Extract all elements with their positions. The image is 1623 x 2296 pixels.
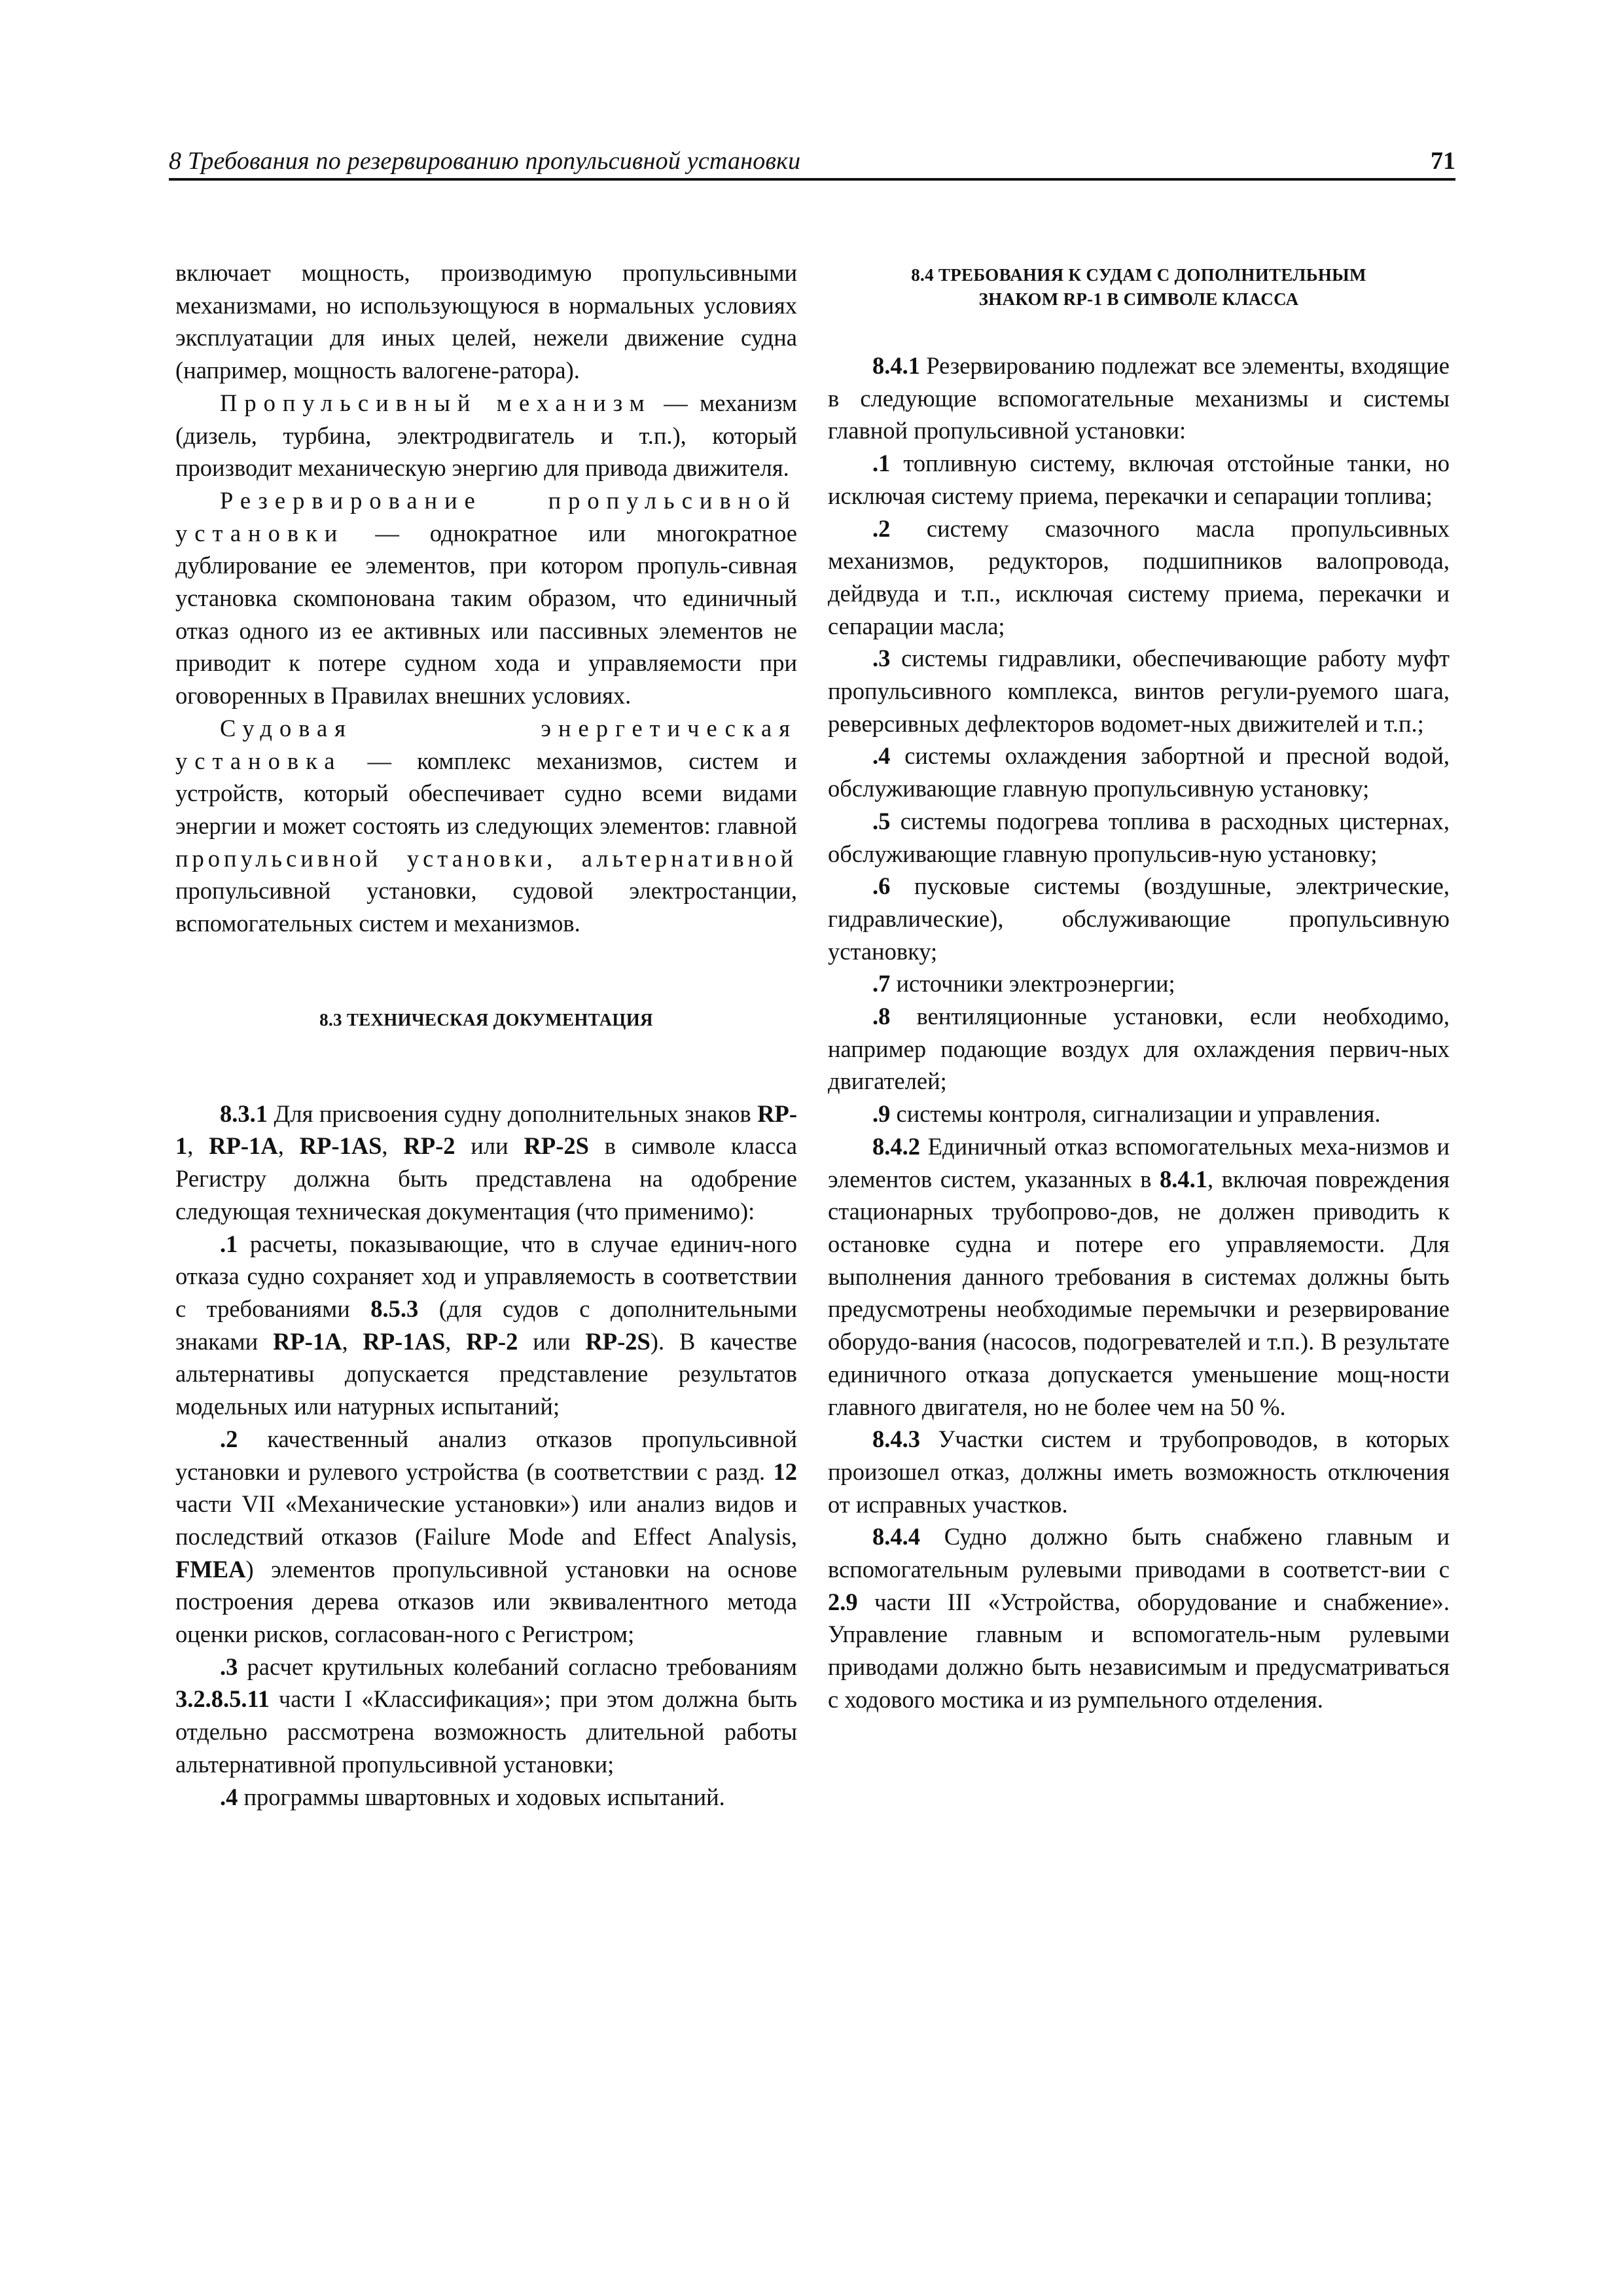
list-item: .5 системы подогрева топлива в расходных цистернах, обслуживающие главную пропульсив-ную установку; xyxy=(828,807,1450,867)
list-item-4: .4 программы швартовных и ходовых испытаний. xyxy=(220,1783,725,1810)
left-column xyxy=(175,257,797,1813)
page-number: 71 xyxy=(1431,147,1455,175)
section-heading-8-4: 8.4 ТРЕБОВАНИЯ К СУДАМ С ДОПОЛНИТЕЛЬНЫМ ЗНАКОМ RP-1 В СИМВОЛЕ КЛАССА xyxy=(911,265,1366,309)
definition-power-plant: Судовая энергетическая установка — комплекс механизмов, систем и устройств, который обеспечивает судно всеми видами энергии и может состоять из следующих элементов: главной пропульсивной установки, альтернативной пропульсивной установки, судовой электростанции, вспомогательных систем и механизмов. xyxy=(175,714,797,937)
list-item: .6 пусковые системы (воздушные, электрические, гидравлические), обслуживающие пропульсивную установку; xyxy=(828,872,1450,965)
paragraph-continuation: включает мощность, производимую пропульсивными механизмами, но использующуюся в нормальных условиях эксплуатации для иных целей, нежели движение судна (например, мощность валогене-ратора). xyxy=(175,259,797,384)
list-item: .9 системы контроля, сигнализации и управления. xyxy=(872,1100,1381,1128)
running-title: 8 Требования по резервированию пропульсивной установки xyxy=(169,147,801,175)
requirements-list xyxy=(828,447,1450,1130)
paragraph-8-4-4: 8.4.4 Судно должно быть снабжено главным и вспомогательным рулевыми приводами в соответст-вии с 2.9 части III «Устройства, оборудование и снабжение». Управление главным и вспомогатель-ным рулевыми приводами должно быть независимым и предусматриваться с ходового мостика и из румпельного отделения. xyxy=(828,1523,1450,1713)
definition-propulsion-mechanism: Пропульсивный механизм — механизм (дизель, турбина, электродвигатель и т.п.), который производит механическую энергию для привода движителя. xyxy=(175,389,798,482)
paragraph-8-4-1: 8.4.1 Резервированию подлежат все элементы, входящие в следующие вспомогательные механизмы и системы главной пропульсивной установки: xyxy=(828,352,1450,444)
list-item: .3 системы гидравлики, обеспечивающие работу муфт пропульсивного комплекса, винтов регули-руемого шага, реверсивных дефлекторов водомет-ных движителей и т.п.; xyxy=(828,645,1450,737)
list-item: .2 систему смазочного масла пропульсивных механизмов, редукторов, подшипников валопровода, дейдвуда и т.п., исключая систему приема, перекачки и сепарации масла; xyxy=(828,514,1450,639)
paragraph-8-4-2: 8.4.2 Единичный отказ вспомогательных меха-низмов и элементов систем, указанных в 8.4.1, включая повреждения стационарных трубопрово-дов, не должен приводить к остановке судна и потере его управляемости. Для выполнения данного требования в системах должны быть предусмотрены необходимые перемычки и резервирование оборудо-вания (насосов, подогревателей и т.п.). В результате единичного отказа допускается уменьшение мощ-ности главного двигателя, но не более чем на 50 %. xyxy=(828,1132,1450,1420)
term: Пропульсивный механизм xyxy=(220,389,652,416)
list-item-2: .2 качественный анализ отказов пропульсивной установки и рулевого устройства (в соответствии с разд. 12 части VII «Механические установки») или анализ видов и последствий отказов (Failure Mode and Effect Analysis, FMEA) элементов пропульсивной установки на основе построения дерева отказов или эквивалентного метода оценки рисков, согласован-ного с Регистром; xyxy=(175,1425,797,1648)
list-item-1: .1 расчеты, показывающие, что в случае единич-ного отказа судно сохраняет ход и управляемость в соответствии с требованиями 8.5.3 (для судов с дополнительными знаками RP-1A, RP-1AS, RP-2 или RP-2S). В качестве альтернативы допускается представление результатов модельных или натурных испытаний; xyxy=(175,1230,798,1420)
term: Судовая энергетическая установка xyxy=(175,714,797,774)
section-heading-8-3: 8.3 ТЕХНИЧЕСКАЯ ДОКУМЕНТАЦИЯ xyxy=(319,1009,653,1030)
definition-redundancy: Резервирование пропульсивной установки — однократное или многократное дублирование ее элементов, при котором пропуль-сивная установка скомпонована таким образом, что единичный отказ одного из ее активных или пассивных элементов не приводит к потере судном хода и управляемости при оговоренных в Правилах внешних условиях. xyxy=(175,486,797,709)
list-item: .4 системы охлаждения забортной и пресной водой, обслуживающие главную пропульсивную установку; xyxy=(828,742,1450,802)
paragraph-8-4-3: 8.4.3 Участки систем и трубопроводов, в которых произошел отказ, должны иметь возможность отключения от исправных участков. xyxy=(828,1426,1450,1518)
list-item: .1 топливную систему, включая отстойные танки, но исключая систему приема, перекачки и сепарации топлива; xyxy=(828,450,1450,509)
running-header xyxy=(169,145,1455,181)
right-column xyxy=(828,257,1450,1716)
term: Резервирование пропульсивной установки xyxy=(175,486,797,547)
list-item: .7 источники электроэнергии; xyxy=(872,970,1175,997)
paragraph-8-3-1: 8.3.1 Для присвоения судну дополнительных знаков RP-1, RP-1A, RP-1AS, RP-2 или RP-2S в символе класса Регистру должна быть представлена на одобрение следующая техническая документация (что применимо): xyxy=(175,1100,798,1225)
list-item: .8 вентиляционные установки, если необходимо, например подающие воздух для охлаждения первич-ных двигателей; xyxy=(828,1003,1450,1095)
list-item-3: .3 расчет крутильных колебаний согласно требованиям 3.2.8.5.11 части I «Классификация»; при этом должна быть отдельно рассмотрена возможность длительной работы альтернативной пропульсивной установки; xyxy=(175,1653,797,1778)
